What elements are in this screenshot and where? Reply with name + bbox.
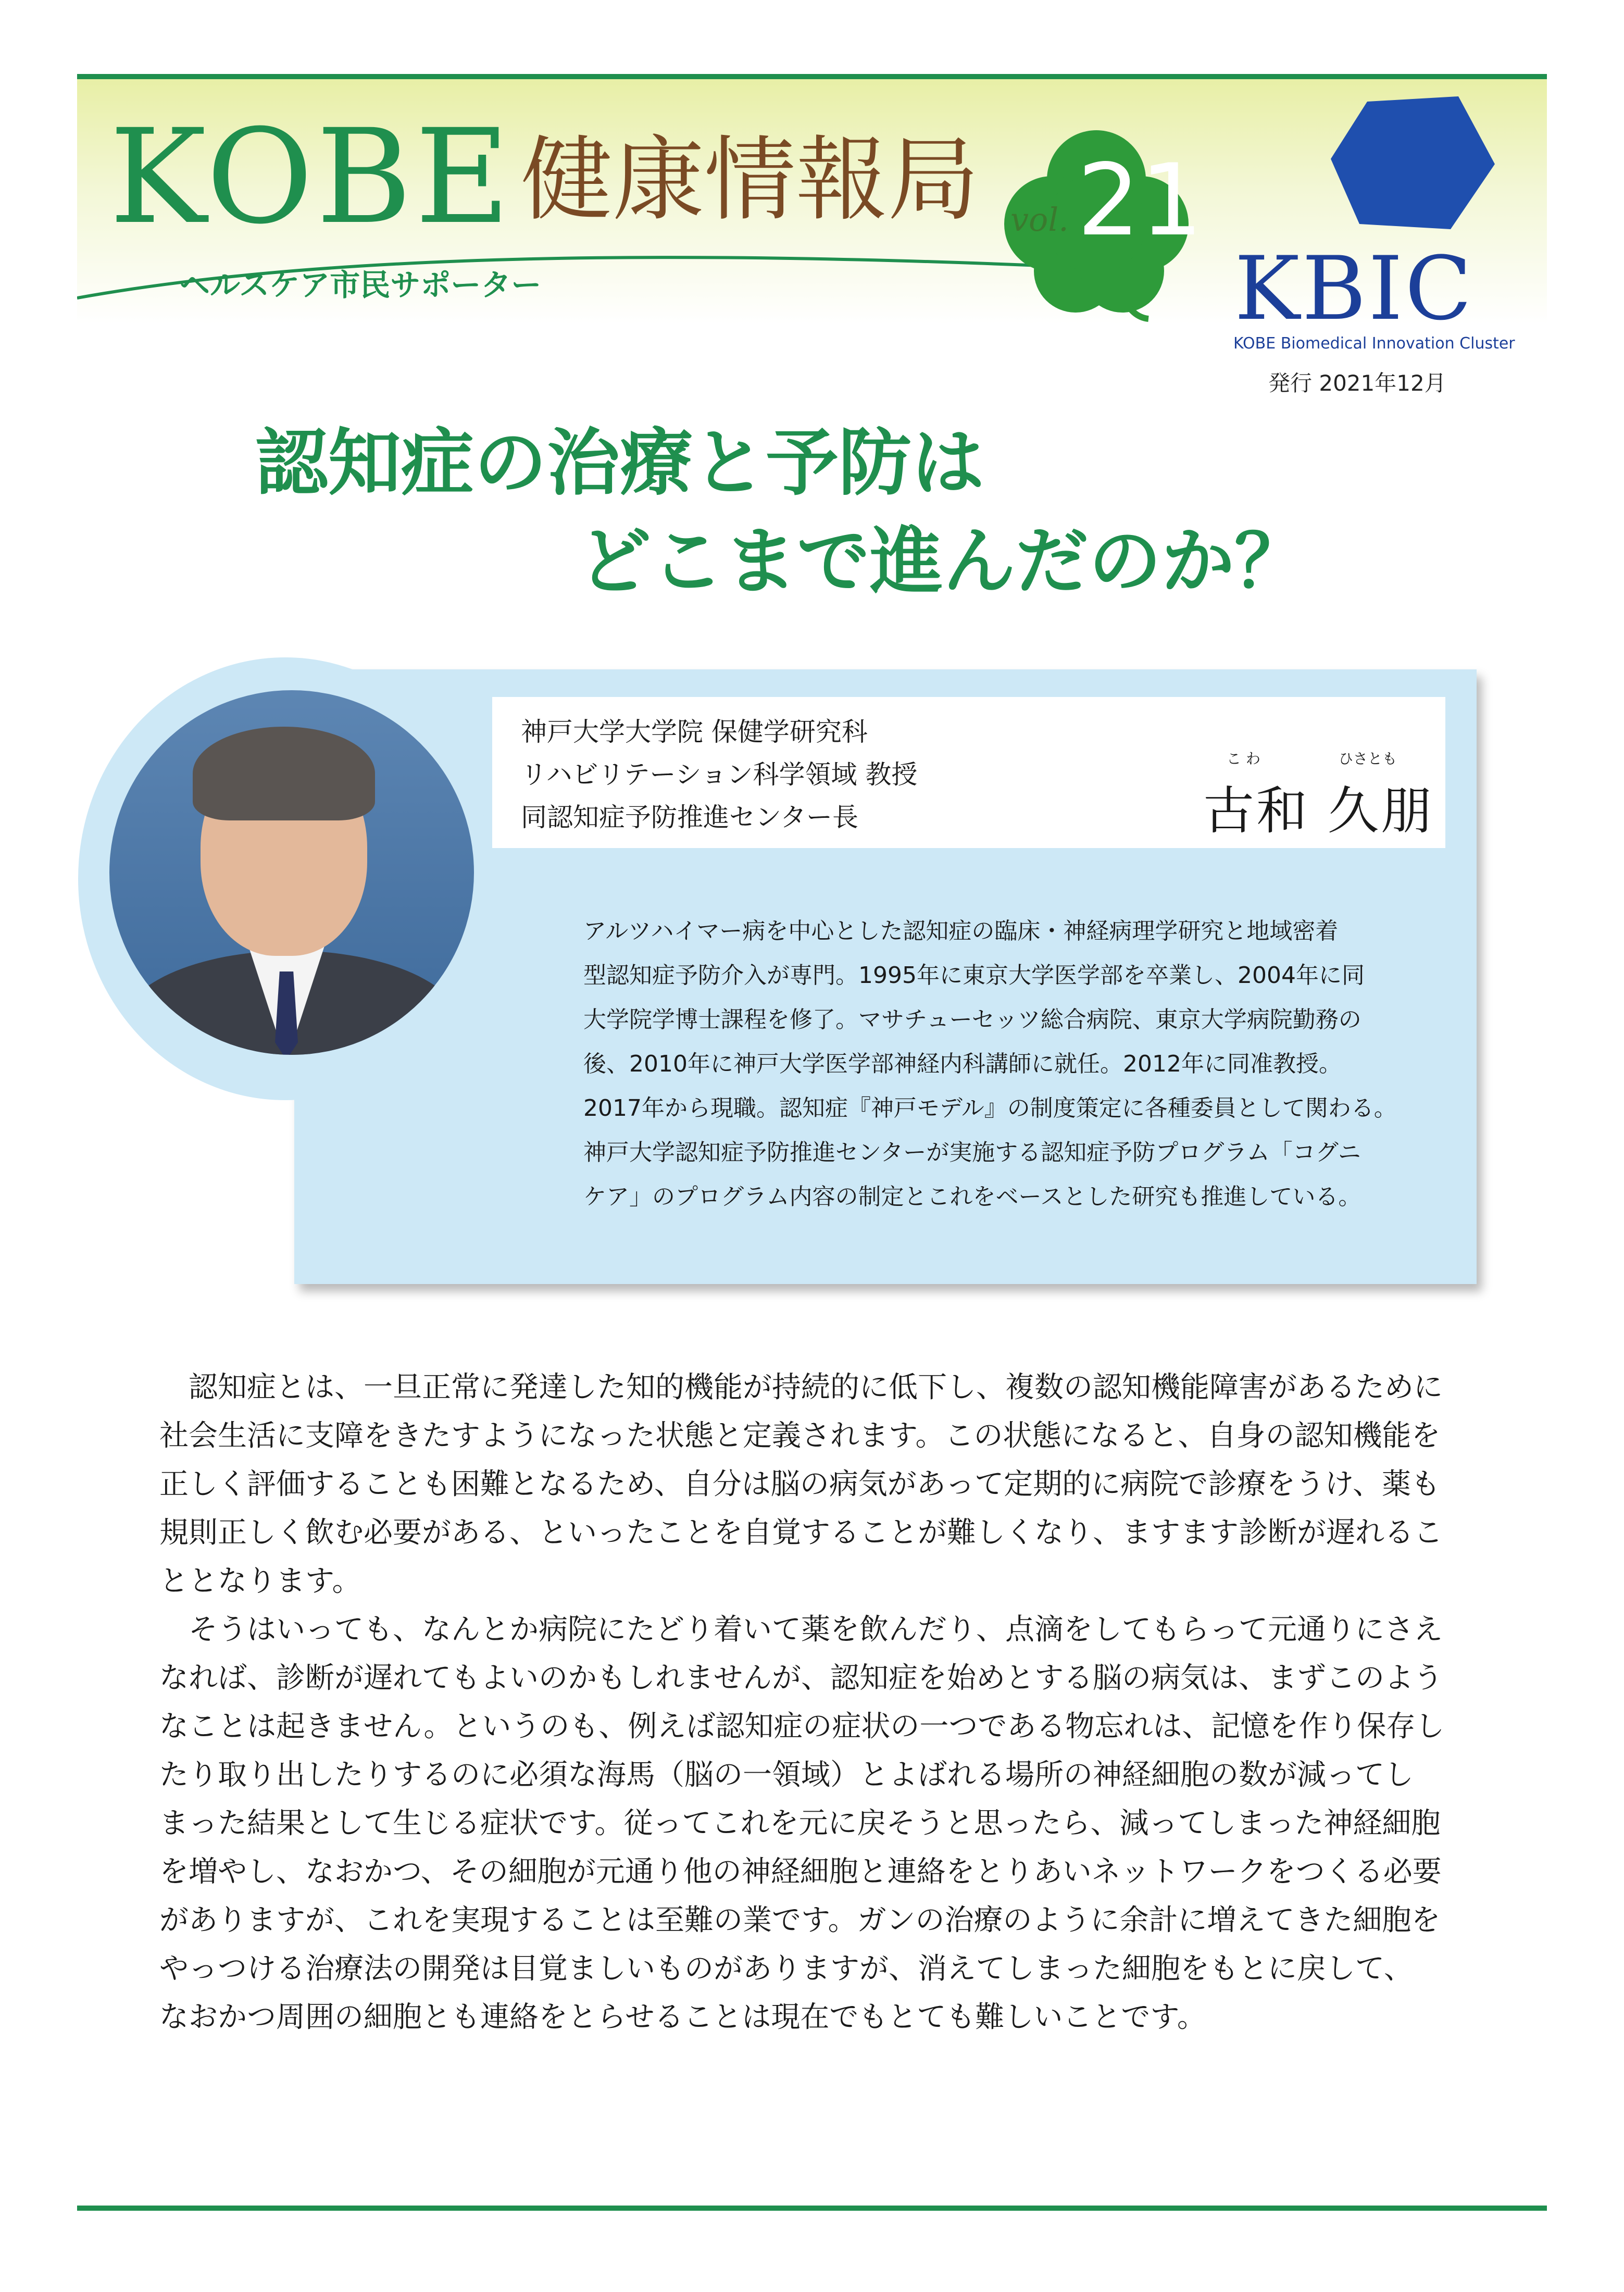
author-name: 古和 久朋 [1203,781,1434,841]
author-affiliation-line: 同認知症予防推進センター長 [521,802,858,832]
bio-line: 大学院学博士課程を修了。マサチューセッツ総合病院、東京大学病院勤務の [583,1006,1361,1033]
body-line: ととなります。 [159,1564,361,1598]
masthead-subtitle: ヘルスケア市民サポーター [180,267,542,303]
author-affiliation-line: 神戸大学大学院 保健学研究科 [521,717,868,747]
body-line: を増やし、なおかつ、その細胞が元通り他の神経細胞と連絡をとりあいネットワークをつくる必要 [159,1855,1442,1889]
body-line: なことは起きません。というのも、例えば認知症の症状の一つである物忘れは、記憶を作り保存し [159,1710,1445,1743]
name-ruby-family: こ わ [1227,750,1260,767]
kbic-caption: KOBE Biomedical Innovation Cluster [1233,334,1515,353]
body-line: 認知症とは、一旦正常に発達した知的機能が持続的に低下し、複数の認知機能障害があるために [159,1371,1443,1404]
author-photo [109,690,474,1055]
bio-line: 後、2010年に神戸大学医学部神経内科講師に就任。2012年に同准教授。 [583,1051,1342,1077]
body-line: がありますが、これを実現することは至難の業です。ガンの治療のように余計に増えてきた細胞を [159,1903,1441,1937]
kbic-logo: KBIC [1234,238,1474,340]
masthead-brand: KOBE [109,101,514,253]
name-ruby-given: ひさとも [1339,750,1397,767]
body-line: 社会生活に支障をきたすようになった状態と定義されます。この状態になると、自身の認知機能を [159,1419,1441,1453]
body-line: たり取り出したりするのに必須な海馬（脳の一領域）とよばれる場所の神経細胞の数が減ってし [159,1758,1414,1792]
headline-line-2: どこまで進んだのか？ [578,519,1308,604]
author-bio [583,909,1432,1219]
author-affiliation-line: リハビリテーション科学領域 教授 [521,759,918,790]
bio-line: アルツハイマー病を中心とした認知症の臨床・神経病理学研究と地域密着 [583,918,1339,944]
volume-number: 21 [1077,143,1203,258]
body-line: そうはいっても、なんとか病院にたどり着いて薬を飲んだり、点滴をしてもらって元通りにさえ [159,1613,1443,1647]
volume-label: vol. [1010,201,1069,239]
bio-line: 2017年から現職。認知症『神戸モデル』の制度策定に各種委員として関わる。 [583,1095,1397,1122]
issue-date: 発行 2021年12月 [1268,370,1446,396]
kbic-hexagon-icon [1331,96,1495,232]
body-line: なれば、診断が遅れてもよいのかもしれませんが、認知症を始めとする脳の病気は、まずこのよう [159,1661,1443,1695]
body-line: 正しく評価することも困難となるため、自分は脳の病気があって定期的に病院で診療をうけ、薬も [159,1467,1440,1501]
body-line: 規則正しく飲む必要がある、といったことを自覚することが難しくなり、ますます診断が遅れるこ [159,1516,1443,1550]
body-line: なおかつ周囲の細胞とも連絡をとらせることは現在でもとても難しいことです。 [159,2000,1206,2034]
headline-line-1: 認知症の治療と予防は [255,421,985,506]
bottom-rule [77,2206,1547,2211]
bio-line: ケア」のプログラム内容の制定とこれをベースとした研究も推進している。 [583,1184,1361,1210]
body-line: やっつける治療法の開発は目覚ましいものがありますが、消えてしまった細胞をもとに戻して、 [159,1952,1413,1986]
article-headline [255,414,1307,611]
bio-line: 型認知症予防介入が専門。1995年に東京大学医学部を卒業し、2004年に同 [583,962,1365,989]
article-body [159,1363,1472,2041]
body-line: まった結果として生じる症状です。従ってこれを元に戻そうと思ったら、減ってしまった神経細胞 [159,1807,1441,1840]
masthead-title: 健康情報局 [521,127,980,233]
bio-line: 神戸大学認知症予防推進センターが実施する認知症予防プログラム「コグニ [583,1139,1361,1166]
top-rule [77,74,1547,79]
